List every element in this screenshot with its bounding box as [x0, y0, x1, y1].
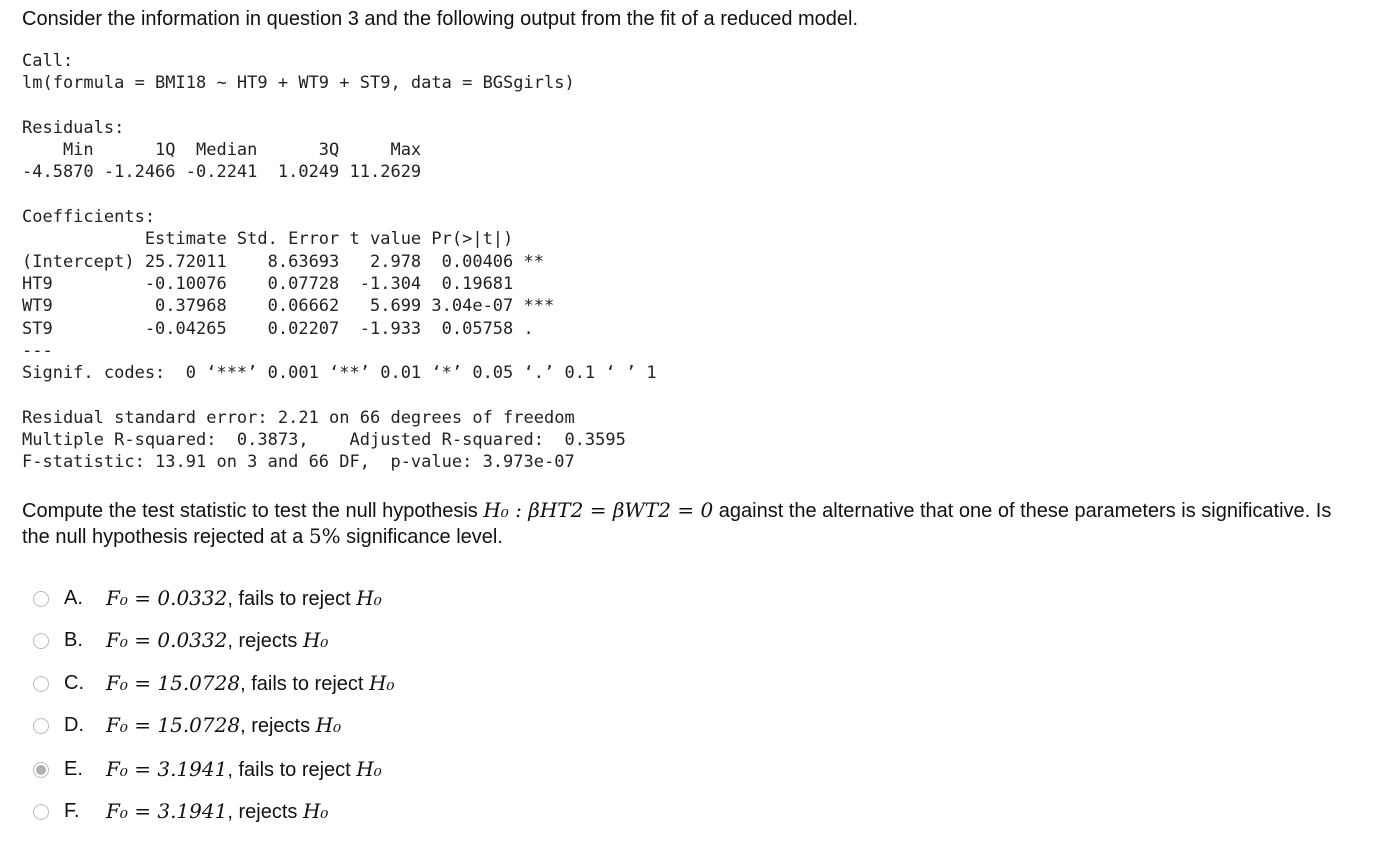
call-label: Call: — [22, 51, 74, 71]
statistic: F₀ = 15.0728 — [106, 671, 241, 695]
hypothesis-symbol: H₀ — [356, 586, 382, 610]
blank-line — [22, 95, 657, 117]
statistic: F₀ = 3.1941 — [106, 757, 228, 781]
coefficient-row: WT9 0.37968 0.06662 5.699 3.04e-07 *** — [22, 296, 555, 317]
option-c[interactable] — [22, 665, 622, 701]
statistic: F₀ = 0.0332 — [106, 628, 228, 652]
option-a[interactable] — [22, 580, 622, 616]
radio-button[interactable] — [33, 591, 49, 607]
call-formula: lm(formula = BMI18 ~ HT9 + WT9 + ST9, data = BGSgirls) — [22, 73, 575, 94]
question-part1: Compute the test statistic to test the null hypothesis — [22, 500, 484, 522]
radio-button[interactable] — [33, 718, 49, 734]
option-text — [106, 713, 341, 738]
r-output — [22, 50, 657, 474]
statistic: F₀ = 15.0728 — [106, 713, 241, 737]
question-part2: against the alternative that one of these parameters is significative. Is the null hypothesis rejected at a — [22, 500, 1332, 548]
option-letter: D. — [64, 714, 84, 736]
question-intro: Consider the information in question 3 and the following output from the fit of a reduced model. — [22, 8, 859, 30]
radio-button[interactable] — [33, 804, 49, 820]
f-statistic: F-statistic: 13.91 on 3 and 66 DF, p-value: 3.973e-07 — [22, 452, 575, 473]
verdict: , rejects — [240, 715, 316, 737]
radio-button-selected[interactable] — [33, 762, 49, 778]
coefficients-label: Coefficients: — [22, 207, 156, 228]
option-text — [106, 628, 328, 653]
coefficients-header: Estimate Std. Error t value Pr(>|t|) — [22, 229, 555, 250]
verdict: , rejects — [227, 801, 303, 823]
option-letter: C. — [64, 672, 84, 694]
statistic: F₀ = 0.0332 — [106, 586, 228, 610]
verdict: , fails to reject — [227, 588, 357, 610]
signif-codes: Signif. codes: 0 ‘***’ 0.001 ‘**’ 0.01 ‘*’ 0.05 ‘.’ 0.1 ‘ ’ 1 — [22, 363, 657, 384]
hypothesis-symbol: H₀ — [315, 713, 342, 737]
coefficient-row: (Intercept) 25.72011 8.63693 2.978 0.00406 ** — [22, 251, 555, 272]
residuals-label: Residuals: — [22, 117, 125, 138]
option-letter: E. — [64, 758, 83, 780]
coefficient-row: ST9 -0.04265 0.02207 -1.933 0.05758 . — [22, 318, 555, 339]
r-squared: Multiple R-squared: 0.3873, Adjusted R-squared: 0.3595 — [22, 430, 637, 451]
radio-button[interactable] — [33, 676, 49, 692]
option-d[interactable] — [22, 707, 622, 743]
option-text — [106, 671, 394, 696]
option-text — [106, 799, 328, 824]
significance-level: 5% — [308, 524, 341, 548]
option-text — [106, 586, 382, 611]
question-text — [22, 498, 1362, 550]
option-e[interactable] — [22, 751, 622, 787]
statistic: F₀ = 3.1941 — [106, 799, 228, 823]
option-text — [106, 757, 382, 782]
residual-standard-error: Residual standard error: 2.21 on 66 degrees of freedom — [22, 407, 575, 428]
option-f[interactable] — [22, 793, 622, 829]
residuals-values: -4.5870 -1.2466 -0.2241 1.0249 11.2629 — [22, 162, 432, 183]
hypothesis-symbol: H₀ — [356, 757, 382, 781]
coefficient-row: HT9 -0.10076 0.07728 -1.304 0.19681 — [22, 273, 555, 294]
hypothesis-symbol: H₀ — [369, 671, 395, 695]
residuals-header: Min 1Q Median 3Q Max — [22, 140, 432, 161]
hypothesis-symbol: H₀ — [302, 628, 329, 652]
option-letter: B. — [64, 629, 83, 651]
verdict: , fails to reject — [240, 673, 370, 695]
blank-line — [22, 384, 657, 406]
option-letter: F. — [64, 800, 80, 822]
verdict: , fails to reject — [227, 759, 357, 781]
option-b[interactable] — [22, 622, 622, 658]
radio-button[interactable] — [33, 633, 49, 649]
verdict: , rejects — [227, 630, 303, 652]
question-part3: significance level. — [340, 526, 503, 548]
null-hypothesis: H₀ : βHT2 = βWT2 = 0 — [483, 498, 714, 522]
separator: --- — [22, 340, 53, 361]
hypothesis-symbol: H₀ — [302, 799, 329, 823]
blank-line — [22, 184, 657, 206]
option-letter: A. — [64, 587, 83, 609]
